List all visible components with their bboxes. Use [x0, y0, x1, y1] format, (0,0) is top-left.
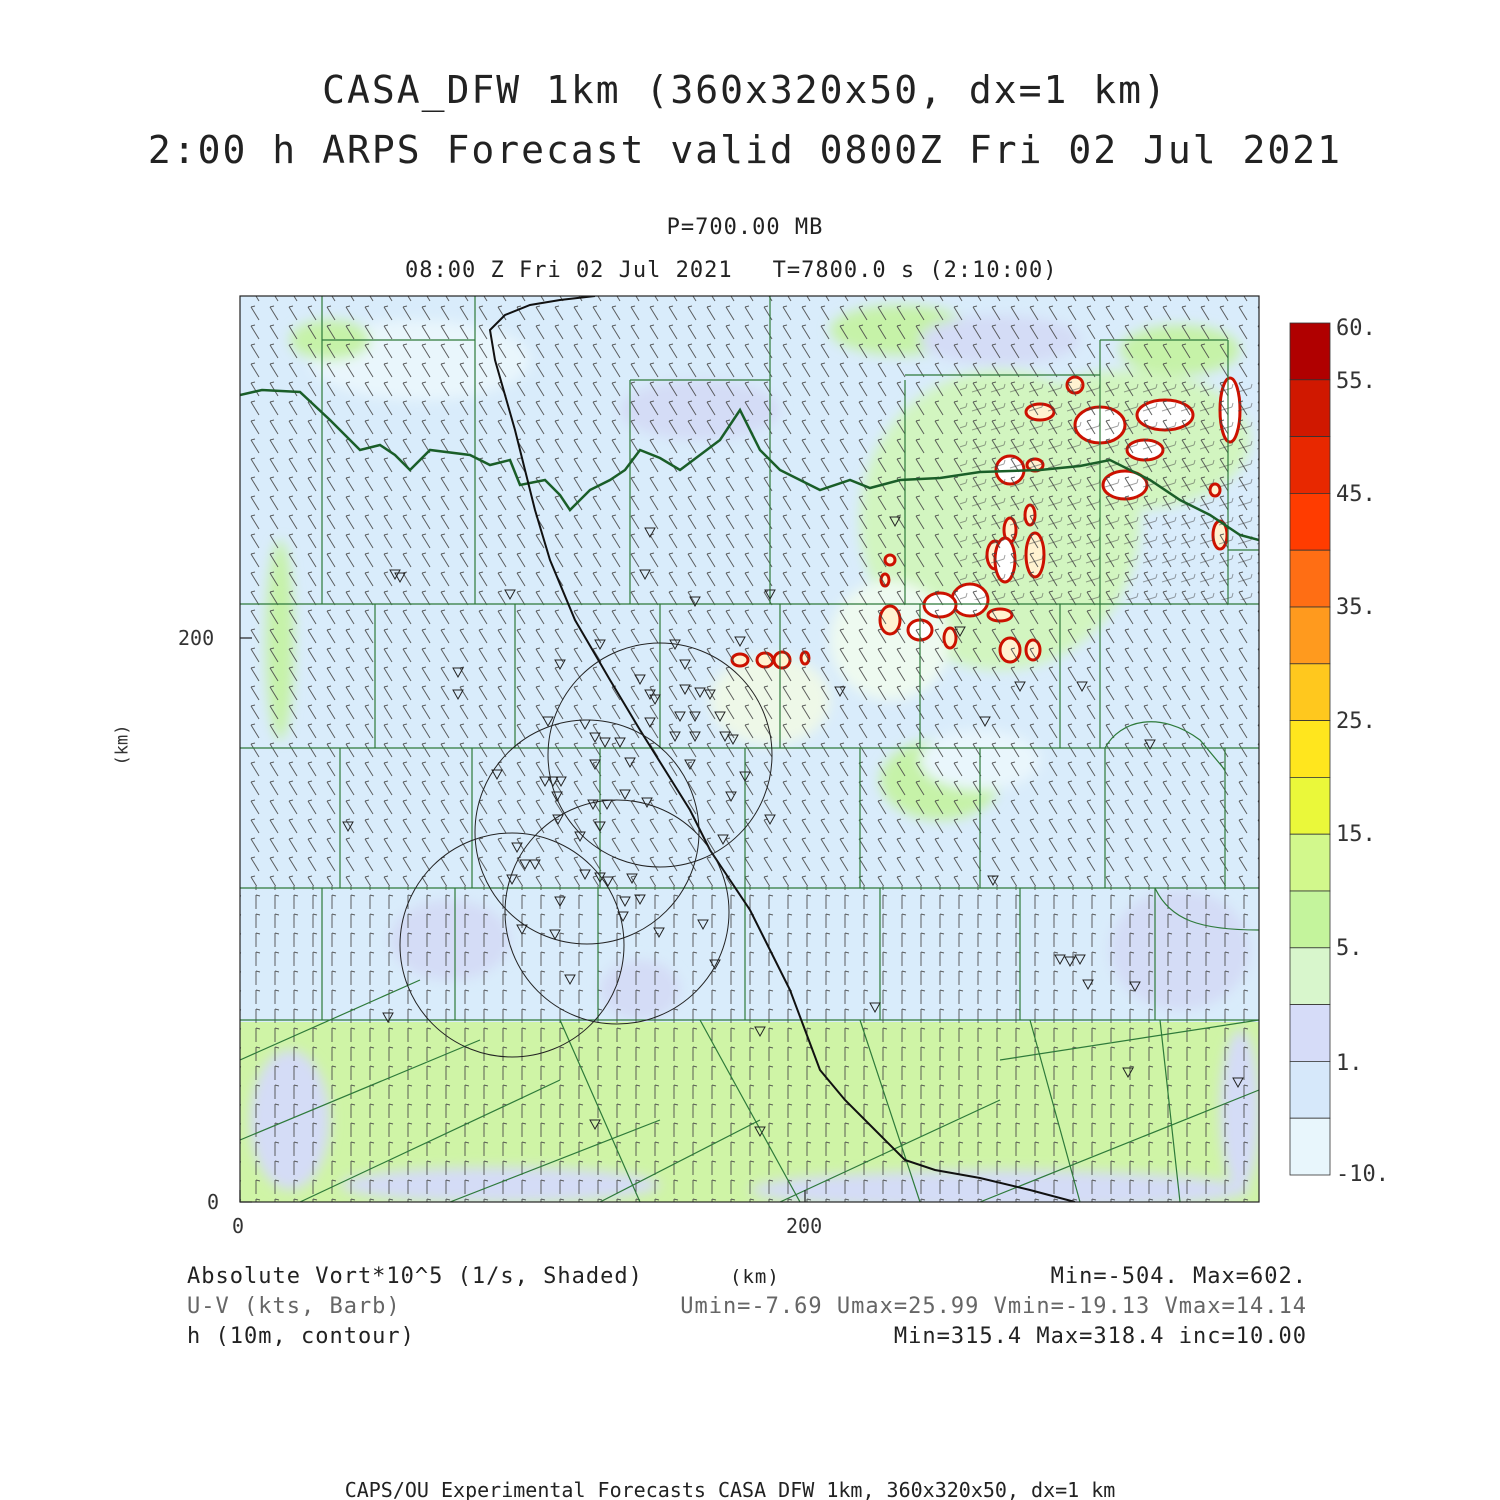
colorbar-swatch: [1290, 1005, 1330, 1062]
colorbar-label: 45.: [1336, 482, 1376, 507]
x-tick-0: 0: [232, 1214, 245, 1238]
legend-field-1: Absolute Vort*10^5 (1/s, Shaded): [187, 1264, 643, 1289]
colorbar-swatch: [1290, 721, 1330, 778]
colorbar-swatch: [1290, 550, 1330, 607]
legend-field-2-stats: Umin=-7.69 Umax=25.99 Vmin=-19.13 Vmax=14.14: [680, 1294, 1307, 1319]
title-line-1: CASA_DFW 1km (360x320x50, dx=1 km): [322, 68, 1168, 112]
colorbar-swatch: [1290, 380, 1330, 437]
valid-time: 08:00 Z Fri 02 Jul 2021: [405, 258, 733, 283]
colorbar-label: 55.: [1336, 369, 1376, 394]
title-line-2: 2:00 h ARPS Forecast valid 0800Z Fri 02 Jul 2021: [147, 128, 1343, 172]
legend-field-3-stats: Min=315.4 Max=318.4 inc=10.00: [893, 1324, 1307, 1349]
colorbar-swatch: [1290, 437, 1330, 494]
colorbar-label: 35.: [1336, 595, 1376, 620]
colorbar-swatch: [1290, 948, 1330, 1005]
vorticity-shading: [240, 296, 1260, 1210]
legend-field-3: h (10m, contour): [187, 1324, 415, 1349]
colorbar: [1290, 323, 1330, 1175]
legend-field-2: U-V (kts, Barb): [187, 1294, 401, 1319]
colorbar-swatch: [1290, 834, 1330, 891]
colorbar-swatch: [1290, 777, 1330, 834]
colorbar-swatch: [1290, 1118, 1330, 1175]
x-tick-200: 200: [786, 1214, 823, 1238]
colorbar-swatch: [1290, 664, 1330, 721]
footer-credit: CAPS/OU Experimental Forecasts CASA DFW 1km, 360x320x50, dx=1 km: [344, 1478, 1116, 1500]
colorbar-label: 5.: [1336, 936, 1363, 961]
legend-x-unit: (km): [730, 1266, 780, 1288]
colorbar-swatch: [1290, 1061, 1330, 1118]
pressure-level: P=700.00 MB: [666, 215, 824, 240]
legend-field-1-stats: Min=-504. Max=602.: [1050, 1264, 1307, 1289]
colorbar-swatch: [1290, 493, 1330, 550]
y-tick-0: 0: [207, 1190, 220, 1214]
y-tick-200: 200: [178, 626, 215, 650]
colorbar-label: 15.: [1336, 822, 1376, 847]
y-axis-unit: (km): [112, 724, 133, 766]
colorbar-swatch: [1290, 891, 1330, 948]
colorbar-label: 25.: [1336, 709, 1376, 734]
colorbar-label: 60.: [1336, 316, 1376, 341]
colorbar-label: 1.: [1336, 1051, 1363, 1076]
colorbar-label: -10.: [1336, 1162, 1389, 1187]
colorbar-swatch: [1290, 323, 1330, 380]
model-time: T=7800.0 s (2:10:00): [772, 258, 1058, 283]
colorbar-swatch: [1290, 607, 1330, 664]
